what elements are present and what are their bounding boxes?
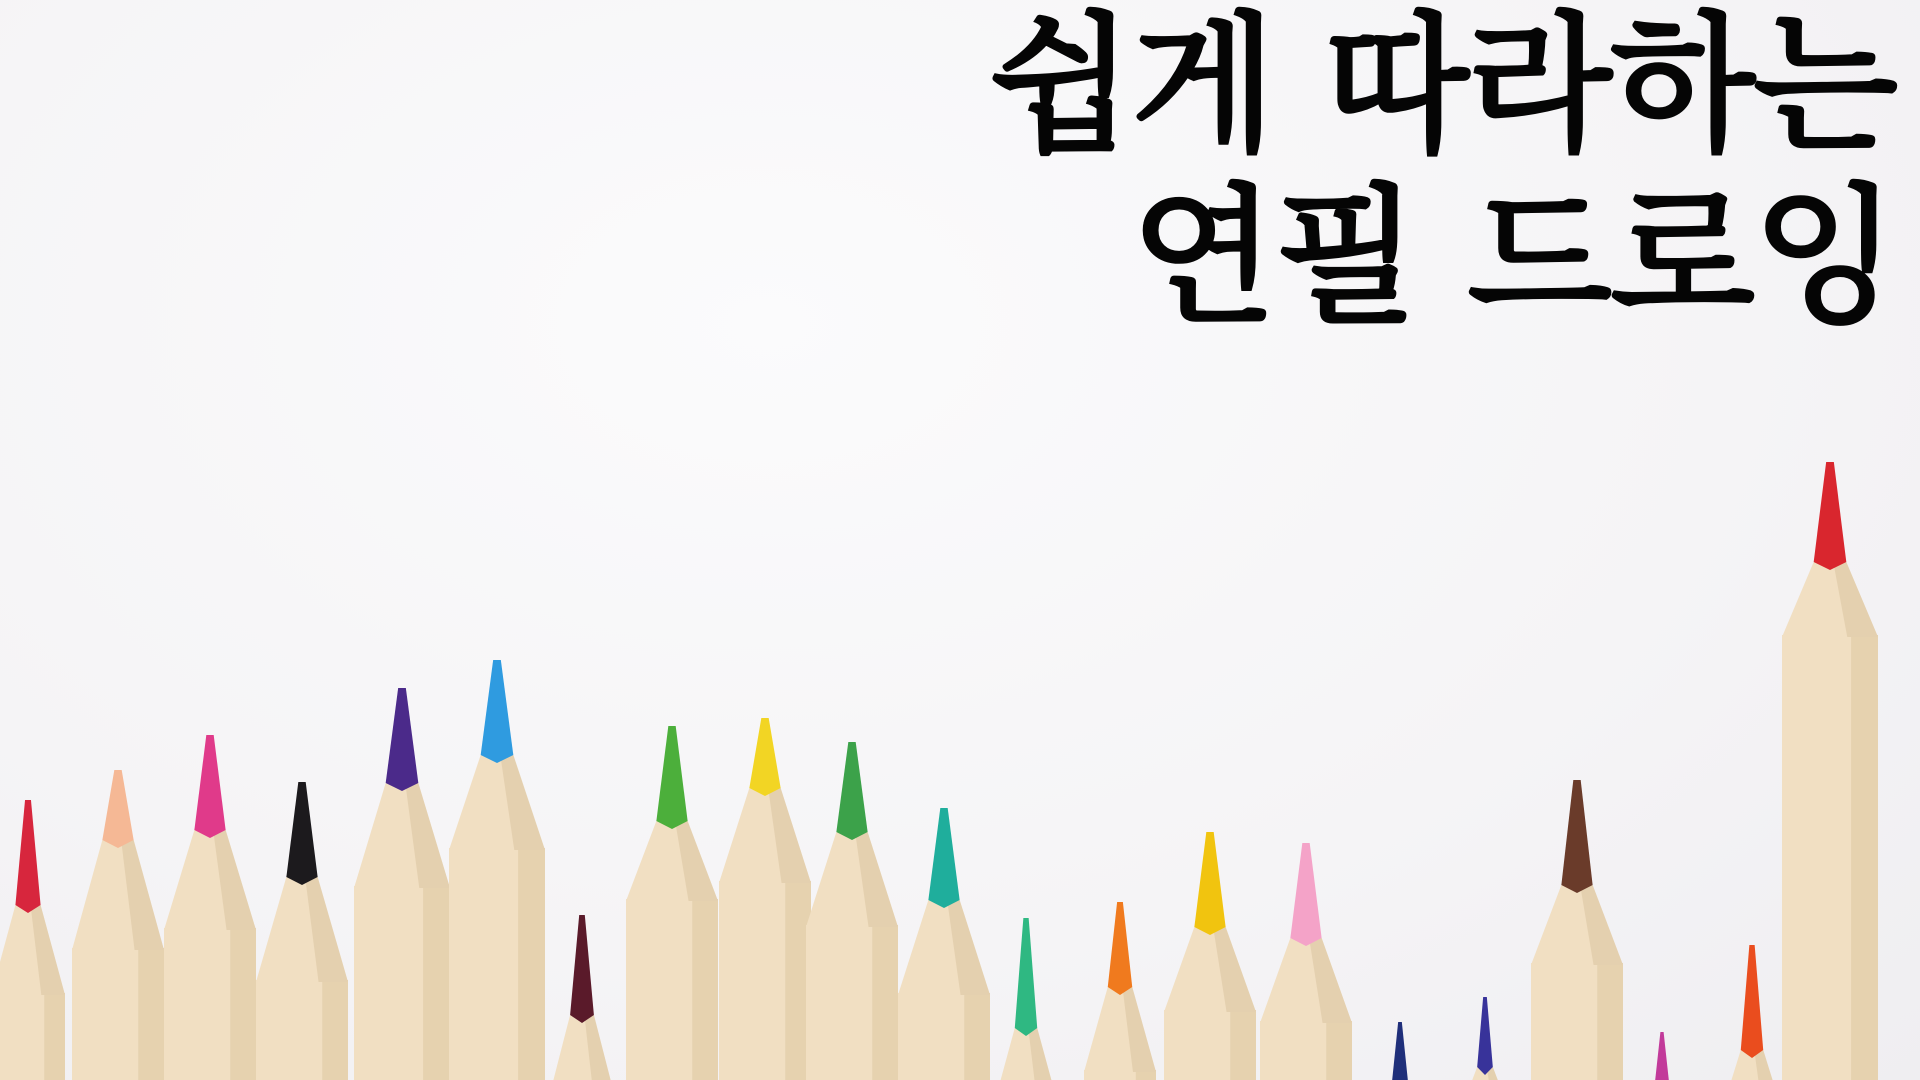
pencil-shading bbox=[692, 899, 718, 1080]
pencil-shading bbox=[230, 928, 256, 1080]
black-pencil bbox=[256, 782, 348, 1080]
pencil-tip bbox=[1108, 902, 1132, 995]
gold-pencil bbox=[1164, 832, 1256, 1080]
green-pencil-2 bbox=[806, 742, 898, 1080]
pencil-tip bbox=[836, 742, 867, 840]
red-pencil bbox=[0, 800, 65, 1080]
pencil-tip bbox=[1194, 832, 1225, 935]
pencil-tip bbox=[1655, 1032, 1669, 1080]
pencil-tip bbox=[1290, 843, 1321, 946]
pencil-shading bbox=[423, 886, 450, 1080]
pencil-tip bbox=[194, 735, 225, 838]
teal-pencil bbox=[898, 808, 990, 1080]
peach-pencil bbox=[72, 770, 164, 1080]
pencil-tip bbox=[386, 688, 419, 791]
green-pencil bbox=[626, 726, 718, 1080]
slide-title bbox=[796, 0, 1896, 344]
brown-pencil bbox=[1531, 780, 1623, 1080]
fuchsia-pencil bbox=[1642, 1032, 1682, 1080]
pencil-shading bbox=[964, 993, 990, 1080]
pencil-tip bbox=[928, 808, 959, 908]
sky-blue-pencil bbox=[449, 660, 545, 1080]
pencil-tip bbox=[15, 800, 40, 913]
pencil-tip bbox=[1015, 918, 1037, 1036]
pencil-shading bbox=[1851, 635, 1878, 1080]
pencil-shading bbox=[518, 848, 545, 1080]
orange-pencil bbox=[1084, 902, 1156, 1080]
pencil-tip bbox=[749, 718, 780, 796]
mint-pencil bbox=[993, 918, 1059, 1080]
maroon-pencil bbox=[547, 915, 617, 1080]
indigo-pencil bbox=[1462, 997, 1508, 1080]
pink-pencil bbox=[1260, 843, 1352, 1080]
pencil-tip bbox=[1477, 997, 1493, 1075]
pencil-tip bbox=[286, 782, 317, 885]
pencil-shading bbox=[1326, 1021, 1352, 1080]
orange-red-pencil bbox=[1719, 945, 1785, 1080]
yellow-pencil bbox=[719, 718, 811, 1080]
pencil-tip bbox=[102, 770, 133, 848]
pencil-shading bbox=[322, 980, 348, 1080]
pencil-tip bbox=[656, 726, 687, 829]
pencil-tip bbox=[481, 660, 514, 763]
pencil-tip bbox=[570, 915, 594, 1023]
pencil-shading bbox=[1597, 963, 1623, 1080]
pencil-shading bbox=[872, 925, 898, 1080]
purple-pencil bbox=[354, 688, 450, 1080]
pencil-tip bbox=[1561, 780, 1592, 893]
pencil-shading bbox=[1230, 1010, 1256, 1080]
navy-pencil bbox=[1377, 1022, 1423, 1080]
pencil-tip bbox=[1392, 1022, 1408, 1080]
title-line-1: 쉽게 따라하는 bbox=[988, 0, 1896, 173]
pencil-shading bbox=[138, 948, 164, 1080]
pencil-tip bbox=[1741, 945, 1763, 1058]
pencil-cone-shading bbox=[1754, 1050, 1785, 1080]
pencil-tip bbox=[1814, 462, 1847, 570]
magenta-pencil bbox=[164, 735, 256, 1080]
pencil-shading bbox=[44, 993, 65, 1080]
big-red-pencil bbox=[1782, 462, 1878, 1080]
title-line-2: 연필 드로잉 bbox=[1131, 171, 1896, 345]
